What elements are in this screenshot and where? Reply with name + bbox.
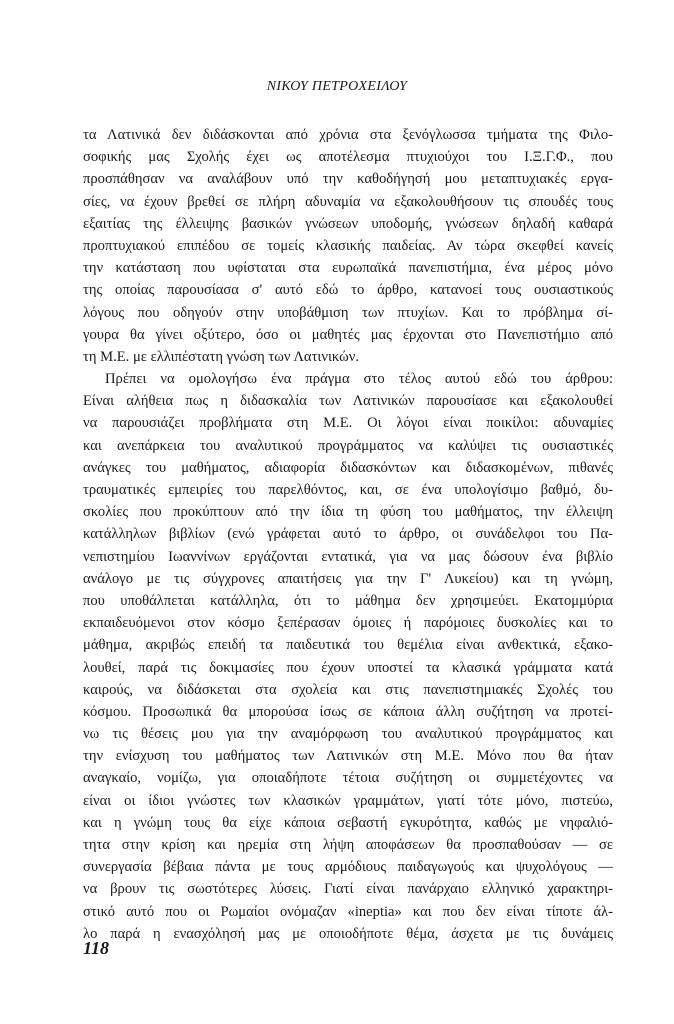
text-line: κόσμου. Προσωπικά θα μπορούσα ίσως σε κάποια άλλη συζήτηση να προτεί-	[83, 703, 613, 720]
text-line: λουθεί, παρά τις δοκιμασίες που έχουν υποστεί τα κλασικά γράμματα κατά	[83, 659, 613, 676]
text-line: είναι οι ίδιοι γνώστες των κλασικών γραμμάτων, γιατί τότε μόνο, πιστεύω,	[83, 792, 613, 809]
text-line: και η γνώμη τους θα είχε κάποια σεβαστή εγκυρότητα, καθώς με νηφαλιό-	[83, 814, 613, 831]
text-line: ανάλογο με τις σύγχρονες απαιτήσεις για την Γ' Λυκείου) και τη γνώμη,	[83, 570, 613, 587]
text-line: και ανεπάρκεια του αναλυτικού προγράμματος να καλύψει τις ουσιαστικές	[83, 437, 613, 454]
text-line: Είναι αλήθεια πως η διδασκαλία των Λατινικών παρουσίασε και εξακολουθεί	[83, 393, 613, 410]
text-line: κατάλληλων βιβλίων (ενώ γράφεται αυτό το άρθρο, οι συνάδελφοι του Πα-	[83, 526, 613, 543]
text-line: συνεργασία βέβαια πάντα με τους αρμόδιους παιδαγωγούς και ψυχολόγους —	[83, 859, 613, 876]
text-line: που υποθάλπεται κατάλληλα, ότι το μάθημα δεν χρησιμεύει. Εκατομμύρια	[83, 592, 613, 609]
text-line: την ενίσχυση του μαθήματος των Λατινικών στη Μ.Ε. Μόνο που θα ήταν	[83, 748, 613, 765]
text-line: να βρουν τις σωστότερες λύσεις. Γιατί είναι πανάρχαιο ελληνικό χαρακτηρι-	[83, 881, 613, 898]
text-line: τητα στην κρίση και ηρεμία στη λήψη αποφάσεων θα προσπαθούσαν — σε	[83, 837, 613, 853]
page-number: 118	[83, 938, 110, 958]
text-line: γουρα θα γίνει οξύτερο, όσο οι μαθητές μας έρχονται στο Πανεπιστήμιο από	[83, 326, 613, 343]
text-line: την κατάσταση που υφίσταται στα ευρωπαϊκά πανεπιστήμια, ένα μέρος μόνο	[83, 260, 613, 277]
text-line: τραυματικές εμπειρίες του παρελθόντος, και, σε ένα υπολογίσιμο βαθμό, δυ-	[83, 482, 613, 498]
text-line: εκπαιδευόμενοι στον κόσμο ξεπέρασαν όμοιες ή παρόμοιες δυσκολίες και το	[83, 615, 613, 632]
text-line: ανάγκες του μαθήματος, αδιαφορία διδασκόντων και διδασκομένων, πιθανές	[83, 459, 613, 476]
text-line: λο παρά η ενασχόλησή μας με οποιοδήποτε θέμα, άσχετα με τις δυνάμεις	[83, 925, 613, 942]
text-line: εξαιτίας της έλλειψης βασικών γνώσεων υποδομής, γνώσεων δηλαδή καθαρά	[83, 215, 613, 232]
text-line: στικό αυτό που οι Ρωμαίοι ονόμαζαν «ineptia» και που δεν είναι τίποτε άλ-	[83, 903, 613, 920]
text-line: λόγους που οδηγούν στην υποβάθμιση των πτυχίων. Και το πρόβλημα σί-	[83, 304, 613, 321]
text-line: καιρούς, να διδάσκεται στα σχολεία και στις πανεπιστημιακές Σχολές του	[83, 681, 613, 698]
body-text	[83, 124, 613, 945]
text-line: νω τις θέσεις μου για την αναμόρφωση του αναλυτικού προγράμματος και	[83, 726, 613, 743]
text-line: της οποίας παρουσίασα σ' αυτό εδώ το άρθρο, κατανοεί τους ουσιαστικούς	[83, 282, 613, 299]
text-line: σοφικής μας Σχολής έχει ως αποτέλεσμα πτυχιούχοι του Ι.Ξ.Γ.Φ., που	[83, 149, 613, 166]
text-line: σίες, να έχουν βρεθεί σε πλήρη αδυναμία να εξακολουθήσουν τις σπουδές τους	[83, 193, 613, 210]
text-line: προσπάθησαν να αναλάβουν υπό την καθοδήγησή μου μεταπτυχιακές εργα-	[83, 171, 613, 188]
text-line: μάθημα, ακριβώς επειδή τα παιδευτικά του θεμέλια είναι ανθεκτικά, εξακο-	[83, 637, 613, 654]
text-line: τα Λατινικά δεν διδάσκονται από χρόνια στα ξενόγλωσσα τμήματα της Φιλο-	[83, 127, 613, 143]
running-head-author: ΝΙΚΟΥ ΠΕΤΡΟΧΕΙΛΟΥ	[266, 79, 408, 94]
text-line-paragraph-end: τη Μ.Ε. με ελλιπέστατη γνώση των Λατινικών.	[83, 348, 359, 365]
text-line-paragraph-start: Πρέπει να ομολογήσω ένα πράγμα στο τέλος αυτού εδώ του άρθρου:	[105, 371, 613, 388]
text-line: σκολίες που προκύπτουν από την ίδια τη φύση του μαθήματος, την έλλειψη	[83, 504, 613, 521]
text-line: προπτυχιακού επιπέδου σε τομείς κλασικής παιδείας. Αν τώρα σκεφθεί κανείς	[83, 237, 613, 254]
text-line: να παρουσιάζει προβλήματα στη Μ.Ε. Οι λόγοι είναι ποικίλοι: αδυναμίες	[83, 415, 613, 432]
text-line: νεπιστημίου Ιωαννίνων εργάζονται εντατικά, για να μας δώσουν ένα βιβλίο	[83, 548, 613, 565]
text-line: αναγκαίο, νομίζω, για οποιαδήποτε τέτοια συζήτηση οι συμμετέχοντες να	[83, 770, 613, 787]
